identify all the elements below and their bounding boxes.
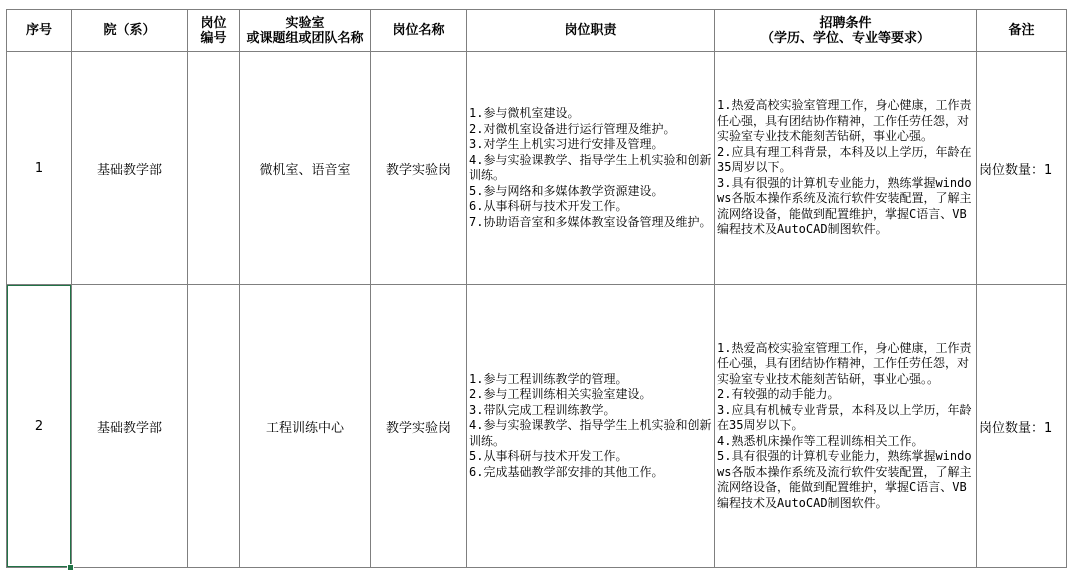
cell-duties[interactable] xyxy=(467,52,715,285)
header-post-no-line2: 编号 xyxy=(200,30,227,46)
cell-lab[interactable]: 工程训练中心 xyxy=(240,285,371,568)
requirement-item: 2.应具有理工科背景，本科及以上学历，年龄在35周岁以下。 xyxy=(717,144,972,175)
requirement-item: 3.具有很强的计算机专业能力，熟练掌握windows各版本操作系统及流行软件安装配置，了解主流网络设备，能做到配置维护，掌握C语言、VB编程技术及AutoCAD制图软件。 xyxy=(717,175,972,237)
duty-item: 1.参与微机室建设。 xyxy=(469,106,580,120)
cell-lab[interactable]: 微机室、语音室 xyxy=(240,52,371,285)
header-req-line2: （学历、学位、专业等要求） xyxy=(760,30,930,46)
requirement-item: 3.应具有机械专业背景，本科及以上学历，年龄在35周岁以下。 xyxy=(717,402,972,433)
duty-item: 7.协助语音室和多媒体教室设备管理及维护。 xyxy=(469,214,712,229)
duty-item: 4.参与实验课教学、指导学生上机实验和创新训练。 xyxy=(469,152,712,182)
cell-duties[interactable] xyxy=(467,285,715,568)
duty-item: 3.对学生上机实习进行安排及管理。 xyxy=(469,137,664,151)
header-lab-line1: 实验室 xyxy=(285,15,325,31)
duty-item: 6.完成基础教学部安排的其他工作。 xyxy=(469,464,664,479)
header-seq[interactable]: 序号 xyxy=(7,10,72,52)
cell-post-name[interactable]: 教学实验岗 xyxy=(371,285,467,568)
requirement-item: 1.热爱高校实验室管理工作，身心健康，工作责任心强，具有团结协作精神，工作任劳任怨，对实验室专业技术能刻苦钻研，事业心强。 xyxy=(717,98,972,144)
table-row xyxy=(7,52,1067,285)
header-lab-line2: 或课题组或团队名称 xyxy=(246,30,364,46)
header-lab[interactable] xyxy=(240,10,371,52)
duty-item: 1.参与工程训练教学的管理。 xyxy=(469,371,628,386)
cell-requirements[interactable] xyxy=(715,52,977,285)
requirement-item: 5.具有很强的计算机专业能力，熟练掌握windows各版本操作系统及流行软件安装配置，了解主流网络设备，能做到配置维护，掌握C语言、VB编程技术及AutoCAD制图软件。 xyxy=(717,449,972,510)
cell-requirements[interactable] xyxy=(715,285,977,568)
duty-item: 2.参与工程训练相关实验室建设。 xyxy=(469,387,652,402)
fill-handle[interactable] xyxy=(67,564,74,571)
cell-seq-selected[interactable]: 2 xyxy=(7,285,72,568)
requirement-item: 2.有较强的动手能力。 xyxy=(717,387,840,402)
header-req-line1: 招聘条件 xyxy=(819,15,872,31)
duty-item: 2.对微机室设备进行运行管理及维护。 xyxy=(469,121,676,136)
header-duties[interactable]: 岗位职责 xyxy=(467,10,715,52)
duty-item: 5.从事科研与技术开发工作。 xyxy=(469,449,628,464)
cell-post-no[interactable] xyxy=(188,52,240,285)
cell-post-no[interactable] xyxy=(188,285,240,568)
table-row xyxy=(7,285,1067,568)
cell-dept[interactable]: 基础教学部 xyxy=(72,52,188,285)
header-post-no-line1: 岗位 xyxy=(200,15,227,31)
duty-item: 4.参与实验课教学、指导学生上机实验和创新训练。 xyxy=(469,418,712,448)
duty-item: 6.从事科研与技术开发工作。 xyxy=(469,199,628,213)
requirement-item: 4.熟悉机床操作等工程训练相关工作。 xyxy=(717,433,924,448)
cell-post-name[interactable]: 教学实验岗 xyxy=(371,52,467,285)
header-remark[interactable]: 备注 xyxy=(977,10,1067,52)
header-requirements[interactable] xyxy=(715,10,977,52)
cell-remark[interactable]: 岗位数量：1 xyxy=(977,52,1067,285)
header-row xyxy=(7,10,1067,52)
header-post-no[interactable] xyxy=(188,10,240,52)
cell-dept[interactable]: 基础教学部 xyxy=(72,285,188,568)
cell-remark[interactable]: 岗位数量：1 xyxy=(977,285,1067,568)
header-post-name[interactable]: 岗位名称 xyxy=(371,10,467,52)
cell-seq[interactable]: 1 xyxy=(7,52,72,285)
recruitment-table xyxy=(6,9,1067,568)
duty-item: 5.参与网络和多媒体教学资源建设。 xyxy=(469,183,664,198)
header-dept[interactable]: 院（系） xyxy=(72,10,188,52)
requirement-item: 1.热爱高校实验室管理工作，身心健康，工作责任心强，具有团结协作精神，工作任劳任怨，对实验室专业技术能刻苦钻研，事业心强。。 xyxy=(717,340,972,386)
duty-item: 3.带队完成工程训练教学。 xyxy=(469,402,616,417)
